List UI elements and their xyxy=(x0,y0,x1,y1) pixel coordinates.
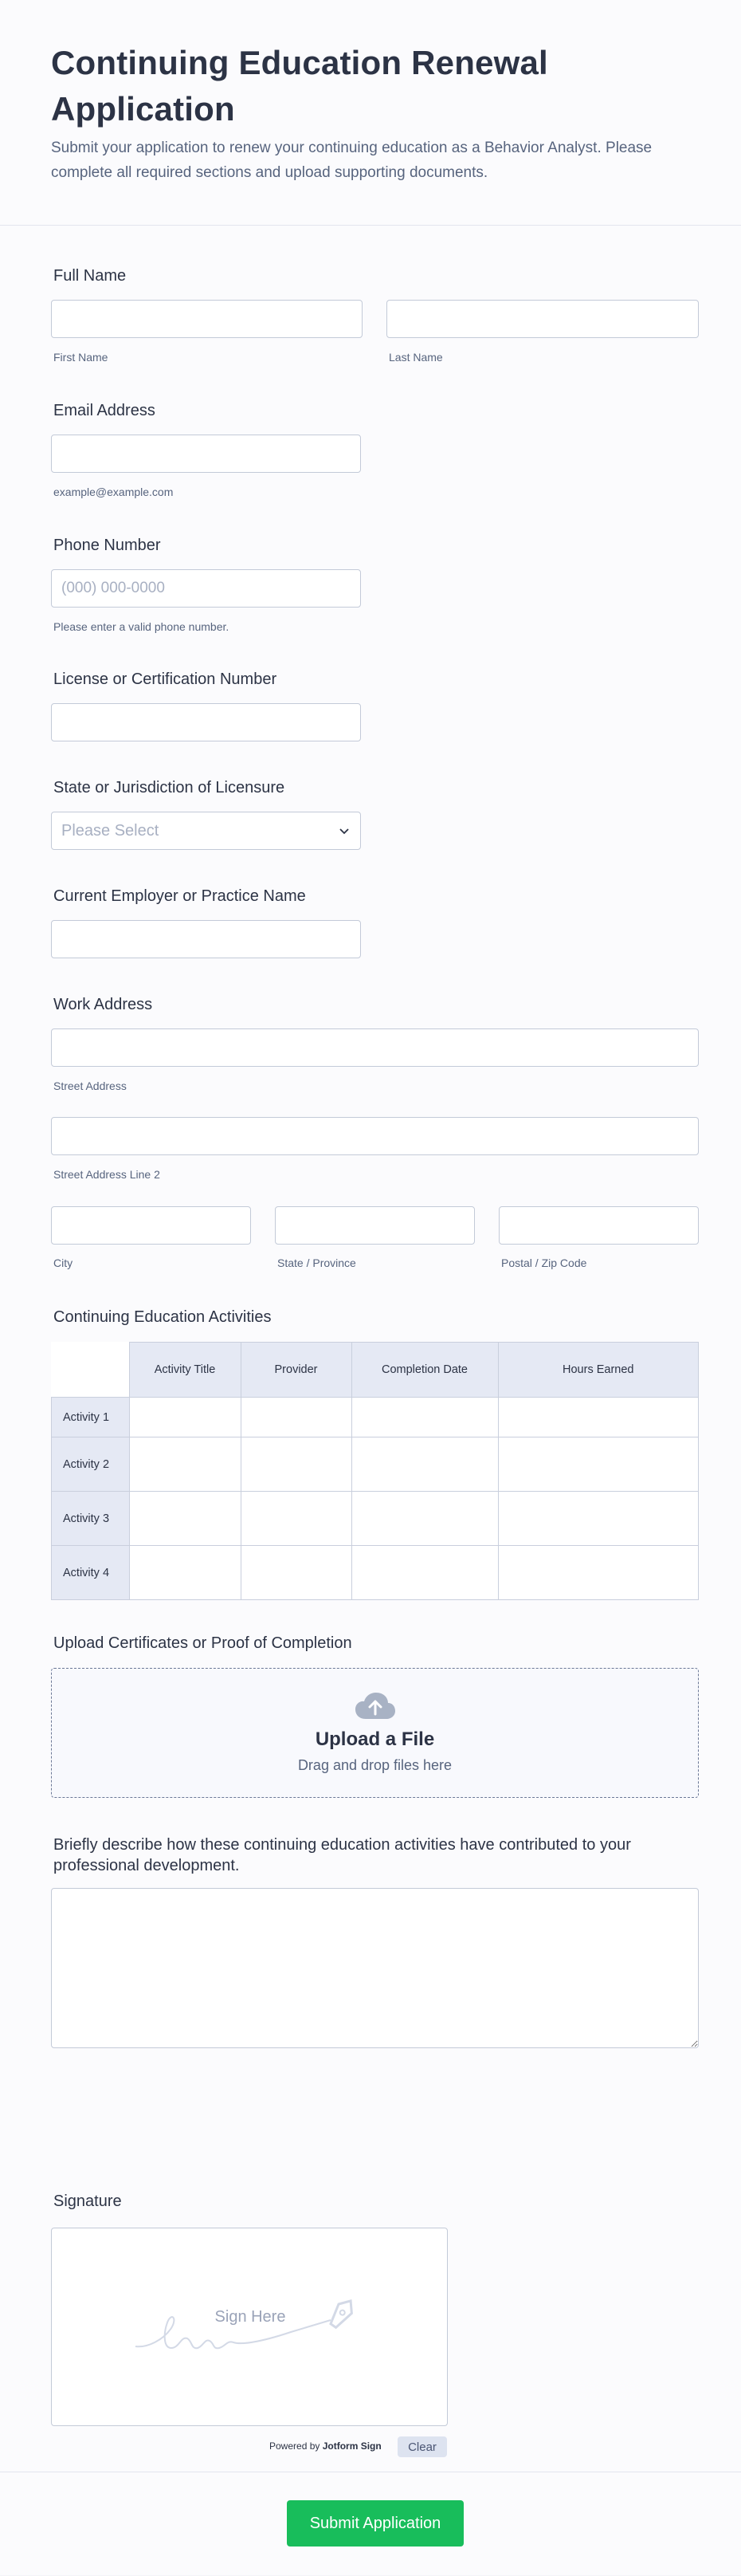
matrix-cell[interactable] xyxy=(351,1546,498,1600)
last-name-sublabel: Last Name xyxy=(389,351,443,364)
matrix-cell[interactable] xyxy=(129,1492,241,1546)
full-name-label: Full Name xyxy=(53,267,127,285)
phone-input[interactable] xyxy=(51,569,361,608)
cloud-upload-icon xyxy=(355,1692,396,1721)
license-label: License or Certification Number xyxy=(53,671,277,688)
state-province-input[interactable] xyxy=(275,1206,475,1245)
clear-signature-button[interactable]: Clear xyxy=(398,2436,447,2457)
email-input[interactable] xyxy=(51,435,361,473)
matrix-cell[interactable] xyxy=(351,1398,498,1437)
matrix-cell[interactable] xyxy=(129,1437,241,1492)
description-textarea[interactable] xyxy=(51,1888,699,2048)
matrix-cell[interactable] xyxy=(498,1492,699,1546)
phone-sublabel: Please enter a valid phone number. xyxy=(53,620,229,633)
page-description: Submit your application to renew your continuing education as a Behavior Analyst. Please complete all required sections and upload supporting documents. xyxy=(51,140,653,181)
email-sublabel: example@example.com xyxy=(53,486,174,498)
phone-label: Phone Number xyxy=(53,537,161,554)
first-name-input[interactable] xyxy=(51,300,363,338)
city-input[interactable] xyxy=(51,1206,251,1245)
postal-code-sublabel: Postal / Zip Code xyxy=(501,1257,587,1269)
signature-pad[interactable] xyxy=(51,2228,448,2426)
row-header: Activity 2 xyxy=(52,1437,130,1492)
powered-by-label: Powered by xyxy=(269,2440,320,2452)
form-body xyxy=(0,226,741,2474)
matrix-cell[interactable] xyxy=(498,1546,699,1600)
chevron-down-icon xyxy=(338,824,351,837)
jotform-sign-brand: Jotform Sign xyxy=(322,2440,382,2452)
state-label: State or Jurisdiction of Licensure xyxy=(53,779,285,796)
matrix-cell[interactable] xyxy=(129,1398,241,1437)
description-label: Briefly describe how these continuing education activities have contributed to your professional development. xyxy=(53,1836,631,1874)
powered-by-text xyxy=(269,2440,382,2452)
state-province-sublabel: State / Province xyxy=(277,1257,356,1269)
street-address-line2-input[interactable] xyxy=(51,1117,699,1155)
last-name-input[interactable] xyxy=(386,300,699,338)
street-address-input[interactable] xyxy=(51,1028,699,1067)
postal-code-input[interactable] xyxy=(499,1206,699,1245)
work-address-label: Work Address xyxy=(53,996,153,1013)
street-address-line2-sublabel: Street Address Line 2 xyxy=(53,1168,160,1181)
submit-button[interactable]: Submit Application xyxy=(287,2500,464,2547)
matrix-cell[interactable] xyxy=(498,1437,699,1492)
matrix-cell[interactable] xyxy=(241,1437,351,1492)
matrix-cell[interactable] xyxy=(241,1492,351,1546)
employer-input[interactable] xyxy=(51,920,361,958)
matrix-cell[interactable] xyxy=(351,1492,498,1546)
row-header: Activity 1 xyxy=(52,1398,130,1437)
form-footer xyxy=(0,2472,741,2576)
state-select-value: Please Select xyxy=(61,821,159,840)
state-select[interactable] xyxy=(51,812,361,850)
page-title: Continuing Education Renewal Application xyxy=(51,44,548,128)
matrix-cell[interactable] xyxy=(241,1398,351,1437)
sign-here-placeholder: Sign Here xyxy=(214,2308,286,2326)
activities-table xyxy=(51,1342,699,1600)
row-header: Activity 4 xyxy=(52,1546,130,1600)
matrix-corner xyxy=(52,1343,130,1398)
city-sublabel: City xyxy=(53,1257,73,1269)
form-header xyxy=(0,0,741,226)
upload-label: Upload Certificates or Proof of Completion xyxy=(53,1634,352,1652)
signature-label: Signature xyxy=(53,2193,122,2210)
email-label: Email Address xyxy=(53,402,155,419)
first-name-sublabel: First Name xyxy=(53,351,108,364)
activities-label: Continuing Education Activities xyxy=(53,1308,272,1326)
signature-scribble-icon xyxy=(52,2228,449,2427)
matrix-cell[interactable] xyxy=(498,1398,699,1437)
matrix-cell[interactable] xyxy=(241,1546,351,1600)
license-input[interactable] xyxy=(51,703,361,741)
matrix-cell[interactable] xyxy=(129,1546,241,1600)
file-upload-dropzone[interactable] xyxy=(51,1668,699,1798)
column-header: Activity Title xyxy=(129,1343,241,1398)
employer-label: Current Employer or Practice Name xyxy=(53,887,306,905)
column-header: Completion Date xyxy=(351,1343,498,1398)
column-header: Hours Earned xyxy=(498,1343,699,1398)
upload-hint: Drag and drop files here xyxy=(297,1757,453,1773)
matrix-cell[interactable] xyxy=(351,1437,498,1492)
upload-title: Upload a File xyxy=(315,1728,435,1750)
street-address-sublabel: Street Address xyxy=(53,1080,127,1092)
row-header: Activity 3 xyxy=(52,1492,130,1546)
column-header: Provider xyxy=(241,1343,351,1398)
